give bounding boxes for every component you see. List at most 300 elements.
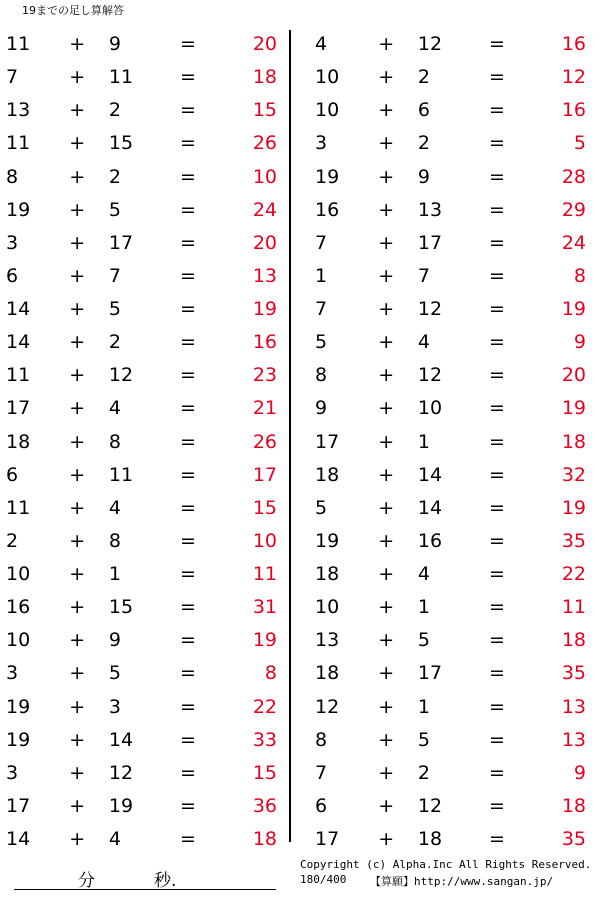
problem-row: [313, 161, 598, 194]
answer: 15: [252, 496, 278, 519]
operand-a: 19: [6, 198, 31, 221]
operand-b: 9: [108, 629, 121, 652]
problem-row: [313, 227, 598, 260]
operand-a: 11: [6, 132, 31, 155]
equals-sign: =: [180, 662, 196, 685]
answer: 31: [252, 596, 278, 619]
answer: 11: [252, 563, 278, 586]
minutes-label: 分: [78, 871, 95, 891]
operator: +: [69, 298, 86, 321]
answer: 28: [561, 165, 587, 188]
problem-row: [4, 227, 289, 260]
answer: 13: [252, 264, 278, 287]
operand-b: 15: [108, 132, 134, 155]
problem-row: [313, 492, 598, 525]
answer: 16: [561, 33, 587, 56]
operand-b: 10: [417, 397, 443, 420]
problem-row: [4, 657, 289, 690]
operator: +: [378, 529, 395, 552]
problem-row: [4, 459, 289, 492]
equals-sign: =: [489, 662, 505, 685]
operand-a: 17: [6, 397, 31, 420]
answer: 18: [561, 430, 587, 453]
problem-row: [313, 94, 598, 127]
problem-row: [4, 94, 289, 127]
operand-b: 1: [417, 430, 430, 453]
operand-a: 18: [6, 430, 31, 453]
operator: +: [69, 496, 86, 519]
operand-a: 8: [6, 165, 19, 188]
operand-b: 12: [417, 33, 443, 56]
problem-row: [313, 459, 598, 492]
operator: +: [378, 761, 395, 784]
operand-a: 3: [6, 662, 19, 685]
equals-sign: =: [489, 563, 505, 586]
operand-b: 8: [108, 430, 121, 453]
answer: 24: [561, 231, 587, 254]
operand-b: 2: [108, 99, 121, 122]
problem-row: [4, 194, 289, 227]
operator: +: [378, 198, 395, 221]
problem-row: [4, 293, 289, 326]
equals-sign: =: [489, 828, 505, 851]
equals-sign: =: [489, 33, 505, 56]
operand-a: 19: [6, 695, 31, 718]
operand-b: 4: [417, 331, 430, 354]
equals-sign: =: [489, 463, 505, 486]
answer: 36: [252, 794, 278, 817]
operand-a: 19: [315, 165, 340, 188]
operand-b: 4: [108, 828, 121, 851]
operand-b: 2: [108, 165, 121, 188]
equals-sign: =: [180, 794, 196, 817]
operand-a: 11: [6, 33, 31, 56]
answer: 16: [252, 331, 278, 354]
operator: +: [378, 397, 395, 420]
operand-b: 6: [417, 99, 430, 122]
problem-row: [4, 492, 289, 525]
equals-sign: =: [489, 165, 505, 188]
operand-a: 7: [6, 66, 19, 89]
operator: +: [69, 397, 86, 420]
equals-sign: =: [180, 496, 196, 519]
equals-sign: =: [180, 430, 196, 453]
answer: 22: [252, 695, 278, 718]
operand-b: 5: [108, 662, 121, 685]
operand-a: 11: [6, 496, 31, 519]
equals-sign: =: [489, 728, 505, 751]
equals-sign: =: [489, 364, 505, 387]
answer: 15: [252, 99, 278, 122]
answer: 8: [573, 264, 587, 287]
operator: +: [69, 66, 86, 89]
equals-sign: =: [180, 298, 196, 321]
equals-sign: =: [180, 563, 196, 586]
problem-row: [313, 757, 598, 790]
equals-sign: =: [489, 629, 505, 652]
equals-sign: =: [180, 828, 196, 851]
operand-b: 3: [108, 695, 121, 718]
problem-row: [4, 558, 289, 591]
answer: 9: [573, 331, 587, 354]
operand-b: 17: [417, 662, 443, 685]
answer: 18: [561, 629, 587, 652]
answer: 16: [561, 99, 587, 122]
equals-sign: =: [489, 430, 505, 453]
operand-b: 12: [417, 298, 443, 321]
operand-a: 6: [6, 264, 19, 287]
answer: 35: [561, 828, 587, 851]
operand-b: 1: [108, 563, 121, 586]
operand-a: 7: [315, 298, 328, 321]
operand-b: 5: [417, 629, 430, 652]
operand-b: 13: [417, 198, 443, 221]
operand-a: 11: [6, 364, 31, 387]
operator: +: [69, 529, 86, 552]
operand-a: 8: [315, 728, 328, 751]
operator: +: [69, 231, 86, 254]
operator: +: [378, 728, 395, 751]
operand-b: 17: [108, 231, 134, 254]
operator: +: [69, 430, 86, 453]
answer: 8: [264, 662, 278, 685]
operand-b: 5: [108, 198, 121, 221]
answer: 20: [252, 33, 278, 56]
operator: +: [378, 563, 395, 586]
operator: +: [378, 331, 395, 354]
equals-sign: =: [489, 231, 505, 254]
operand-b: 12: [417, 364, 443, 387]
operand-b: 2: [417, 66, 430, 89]
answer: 11: [561, 596, 587, 619]
operand-a: 18: [315, 463, 340, 486]
problem-row: [313, 624, 598, 657]
operator: +: [69, 364, 86, 387]
answer: 21: [252, 397, 278, 420]
operand-b: 12: [108, 761, 134, 784]
operand-b: 5: [417, 728, 430, 751]
operand-b: 11: [108, 463, 134, 486]
operand-a: 16: [6, 596, 31, 619]
answer: 5: [573, 132, 587, 155]
answer: 10: [252, 165, 278, 188]
answer: 10: [252, 529, 278, 552]
operand-b: 11: [108, 66, 134, 89]
equals-sign: =: [489, 761, 505, 784]
problem-row: [313, 127, 598, 160]
operand-a: 17: [315, 828, 340, 851]
answer: 19: [252, 629, 278, 652]
operator: +: [69, 198, 86, 221]
problem-row: [4, 591, 289, 624]
problem-row: [4, 691, 289, 724]
operand-b: 18: [417, 828, 443, 851]
problem-row: [313, 657, 598, 690]
operand-a: 10: [315, 66, 340, 89]
source-url: 【算願】http://www.sangan.jp/: [370, 875, 554, 888]
equals-sign: =: [180, 231, 196, 254]
equals-sign: =: [180, 463, 196, 486]
operand-a: 17: [315, 430, 340, 453]
left-problem-column: [0, 28, 289, 856]
operator: +: [69, 761, 86, 784]
operand-a: 16: [315, 198, 340, 221]
equals-sign: =: [489, 198, 505, 221]
problem-row: [313, 426, 598, 459]
problem-row: [313, 293, 598, 326]
operator: +: [69, 728, 86, 751]
answer: 18: [252, 66, 278, 89]
operand-a: 10: [6, 563, 31, 586]
answer: 18: [561, 794, 587, 817]
operator: +: [69, 563, 86, 586]
operand-b: 19: [108, 794, 134, 817]
problem-row: [4, 127, 289, 160]
answer: 33: [252, 728, 278, 751]
answer: 35: [561, 529, 587, 552]
operator: +: [69, 794, 86, 817]
problem-row: [4, 624, 289, 657]
answer: 19: [561, 397, 587, 420]
answer: 18: [252, 828, 278, 851]
operator: +: [378, 430, 395, 453]
operand-a: 3: [6, 231, 19, 254]
problem-row: [313, 28, 598, 61]
operand-b: 2: [417, 761, 430, 784]
problem-row: [313, 691, 598, 724]
equals-sign: =: [180, 596, 196, 619]
seconds-label: 秒.: [154, 871, 177, 891]
answer: 13: [561, 728, 587, 751]
operator: +: [69, 132, 86, 155]
answer: 19: [561, 496, 587, 519]
page-number: 180/400: [300, 873, 347, 886]
equals-sign: =: [489, 264, 505, 287]
equals-sign: =: [489, 132, 505, 155]
operand-a: 17: [6, 794, 31, 817]
operator: +: [378, 165, 395, 188]
operand-a: 14: [6, 298, 31, 321]
equals-sign: =: [180, 198, 196, 221]
operator: +: [69, 33, 86, 56]
operator: +: [378, 596, 395, 619]
operand-a: 8: [315, 364, 328, 387]
answer: 20: [561, 364, 587, 387]
operand-b: 1: [417, 695, 430, 718]
operand-b: 2: [108, 331, 121, 354]
answer: 17: [252, 463, 278, 486]
answer: 23: [252, 364, 278, 387]
operand-a: 13: [6, 99, 31, 122]
operator: +: [69, 99, 86, 122]
operand-a: 14: [6, 828, 31, 851]
answer: 15: [252, 761, 278, 784]
operand-b: 1: [417, 596, 430, 619]
problem-row: [313, 591, 598, 624]
operator: +: [69, 695, 86, 718]
operand-a: 14: [6, 331, 31, 354]
problem-row: [4, 61, 289, 94]
operator: +: [378, 66, 395, 89]
equals-sign: =: [489, 529, 505, 552]
operator: +: [69, 629, 86, 652]
operator: +: [69, 596, 86, 619]
operand-b: 4: [108, 496, 121, 519]
problem-row: [313, 359, 598, 392]
equals-sign: =: [180, 364, 196, 387]
page-title: 19までの足し算解答: [22, 4, 124, 17]
equals-sign: =: [489, 496, 505, 519]
operand-a: 18: [315, 662, 340, 685]
operand-b: 14: [108, 728, 134, 751]
equals-sign: =: [489, 695, 505, 718]
equals-sign: =: [180, 761, 196, 784]
operand-b: 4: [417, 563, 430, 586]
answer: 12: [561, 66, 587, 89]
operand-a: 19: [315, 529, 340, 552]
operand-b: 17: [417, 231, 443, 254]
operand-a: 7: [315, 231, 328, 254]
operator: +: [69, 828, 86, 851]
copyright-text: Copyright (c) Alpha.Inc All Rights Reserved.: [300, 858, 592, 871]
equals-sign: =: [180, 66, 196, 89]
operator: +: [69, 662, 86, 685]
equals-sign: =: [180, 264, 196, 287]
problem-row: [4, 326, 289, 359]
problem-row: [313, 724, 598, 757]
equals-sign: =: [180, 132, 196, 155]
equals-sign: =: [489, 397, 505, 420]
answer: 26: [252, 132, 278, 155]
operator: +: [69, 463, 86, 486]
problem-row: [313, 392, 598, 425]
problem-row: [4, 161, 289, 194]
problem-row: [313, 823, 598, 856]
problem-row: [4, 724, 289, 757]
problem-row: [313, 790, 598, 823]
operator: +: [378, 828, 395, 851]
equals-sign: =: [180, 165, 196, 188]
problem-row: [313, 525, 598, 558]
operand-a: 12: [315, 695, 340, 718]
operator: +: [69, 165, 86, 188]
equals-sign: =: [489, 99, 505, 122]
problem-row: [4, 359, 289, 392]
operator: +: [69, 264, 86, 287]
operator: +: [378, 364, 395, 387]
operand-a: 9: [315, 397, 328, 420]
answer: 9: [573, 761, 587, 784]
operand-a: 5: [315, 331, 328, 354]
operand-a: 18: [315, 563, 340, 586]
equals-sign: =: [489, 596, 505, 619]
operand-a: 3: [315, 132, 328, 155]
operand-b: 8: [108, 529, 121, 552]
operand-a: 4: [315, 33, 328, 56]
operator: +: [378, 231, 395, 254]
problem-row: [4, 823, 289, 856]
answer: 32: [561, 463, 587, 486]
page-footer: [0, 856, 600, 899]
problem-row: [4, 28, 289, 61]
operator: +: [378, 496, 395, 519]
answer: 35: [561, 662, 587, 685]
operand-a: 5: [315, 496, 328, 519]
operand-a: 2: [6, 529, 19, 552]
operand-a: 10: [6, 629, 31, 652]
operand-b: 9: [417, 165, 430, 188]
operator: +: [378, 662, 395, 685]
operator: +: [378, 695, 395, 718]
answer: 22: [561, 563, 587, 586]
answer: 29: [561, 198, 587, 221]
operand-a: 3: [6, 761, 19, 784]
equals-sign: =: [489, 298, 505, 321]
operator: +: [378, 33, 395, 56]
operand-a: 13: [315, 629, 340, 652]
answer: 13: [561, 695, 587, 718]
problem-row: [313, 194, 598, 227]
operand-b: 5: [108, 298, 121, 321]
problem-row: [4, 392, 289, 425]
operand-a: 10: [315, 596, 340, 619]
operand-b: 7: [417, 264, 430, 287]
right-problem-column: [291, 28, 598, 856]
problem-row: [4, 426, 289, 459]
operand-b: 12: [417, 794, 443, 817]
equals-sign: =: [180, 331, 196, 354]
operator: +: [378, 463, 395, 486]
operator: +: [69, 331, 86, 354]
operator: +: [378, 629, 395, 652]
operator: +: [378, 264, 395, 287]
operand-b: 14: [417, 496, 443, 519]
operand-b: 14: [417, 463, 443, 486]
equals-sign: =: [180, 529, 196, 552]
equals-sign: =: [489, 794, 505, 817]
operand-a: 6: [315, 794, 328, 817]
time-entry-line: [14, 889, 276, 890]
problem-columns: [0, 28, 600, 856]
equals-sign: =: [180, 397, 196, 420]
operand-b: 15: [108, 596, 134, 619]
equals-sign: =: [489, 331, 505, 354]
operand-b: 12: [108, 364, 134, 387]
answer: 24: [252, 198, 278, 221]
operator: +: [378, 132, 395, 155]
problem-row: [4, 790, 289, 823]
operand-a: 19: [6, 728, 31, 751]
answer: 19: [561, 298, 587, 321]
operator: +: [378, 99, 395, 122]
problem-row: [313, 61, 598, 94]
problem-row: [313, 558, 598, 591]
equals-sign: =: [180, 695, 196, 718]
answer: 26: [252, 430, 278, 453]
operand-b: 4: [108, 397, 121, 420]
operand-a: 1: [315, 264, 328, 287]
equals-sign: =: [180, 629, 196, 652]
problem-row: [4, 260, 289, 293]
operand-a: 7: [315, 761, 328, 784]
operator: +: [378, 794, 395, 817]
equals-sign: =: [489, 66, 505, 89]
problem-row: [313, 326, 598, 359]
problem-row: [4, 525, 289, 558]
operand-a: 10: [315, 99, 340, 122]
operand-b: 7: [108, 264, 121, 287]
operand-b: 16: [417, 529, 443, 552]
